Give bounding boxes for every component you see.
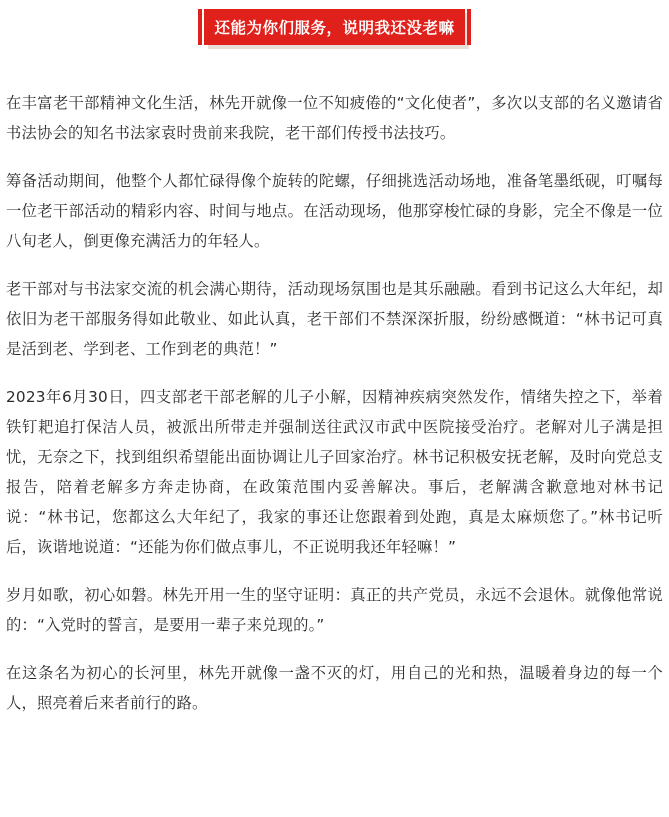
- article-body: [6, 88, 663, 736]
- title-banner: [0, 9, 669, 45]
- paragraph-helping-lao-xie: 2023年6月30日，四支部老干部老解的儿子小解，因精神疾病突然发作，情绪失控之下，举着铁钉耙追打保洁人员，被派出所带走并强制送往武汉市武中医院接受治疗。老解对儿子满是担忧，无奈之下，找到组织希望能出面协调让儿子回家治疗。林书记积极安抚老解，及时向党总支报告，陪着老解多方奔走协商，在政策范围内妥善解决。事后，老解满含歉意地对林书记说：“林书记，您都这么大年纪了，我家的事还让您跟着到处跑，真是太麻烦您了。”林书记听后，诙谐地说道：“还能为你们做点事儿，不正说明我还年轻嘛！”: [6, 388, 663, 556]
- paragraph-cadre-admiration: 老干部对与书法家交流的机会满心期待，活动现场氛围也是其乐融融。看到书记这么大年纪，却依旧为老干部服务得如此敬业、如此认真，老干部们不禁深深折服，纷纷感慨道：“林书记可真是活到老、学到老、工作到老的典范！”: [6, 280, 663, 358]
- article-section-title: 还能为你们服务，说明我还没老嘛: [214, 19, 455, 37]
- paragraph-closing: 在这条名为初心的长河里，林先开就像一盏不灭的灯，用自己的光和热，温暖着身边的每一个人，照亮着后来者前行的路。: [6, 664, 663, 712]
- title-box: [204, 9, 464, 45]
- paragraph-event-preparation: 筹备活动期间，他整个人都忙碌得像个旋转的陀螺，仔细挑选活动场地，准备笔墨纸砚，叮嘱每一位老干部活动的精彩内容、时间与地点。在活动现场，他那穿梭忙碌的身影，完全不像是一位八旬老人，倒更像充满活力的年轻人。: [6, 172, 663, 250]
- paragraph-calligraphy-invitation: 在丰富老干部精神文化生活，林先开就像一位不知疲倦的“文化使者”，多次以支部的名义邀请省书法协会的知名书法家袁时贵前来我院，老干部们传授书法技巧。: [6, 94, 663, 142]
- paragraph-lifelong-commitment: 岁月如歌，初心如磐。林先开用一生的坚守证明：真正的共产党员，永远不会退休。就像他常说的：“入党时的誓言，是要用一辈子来兑现的。”: [6, 586, 663, 634]
